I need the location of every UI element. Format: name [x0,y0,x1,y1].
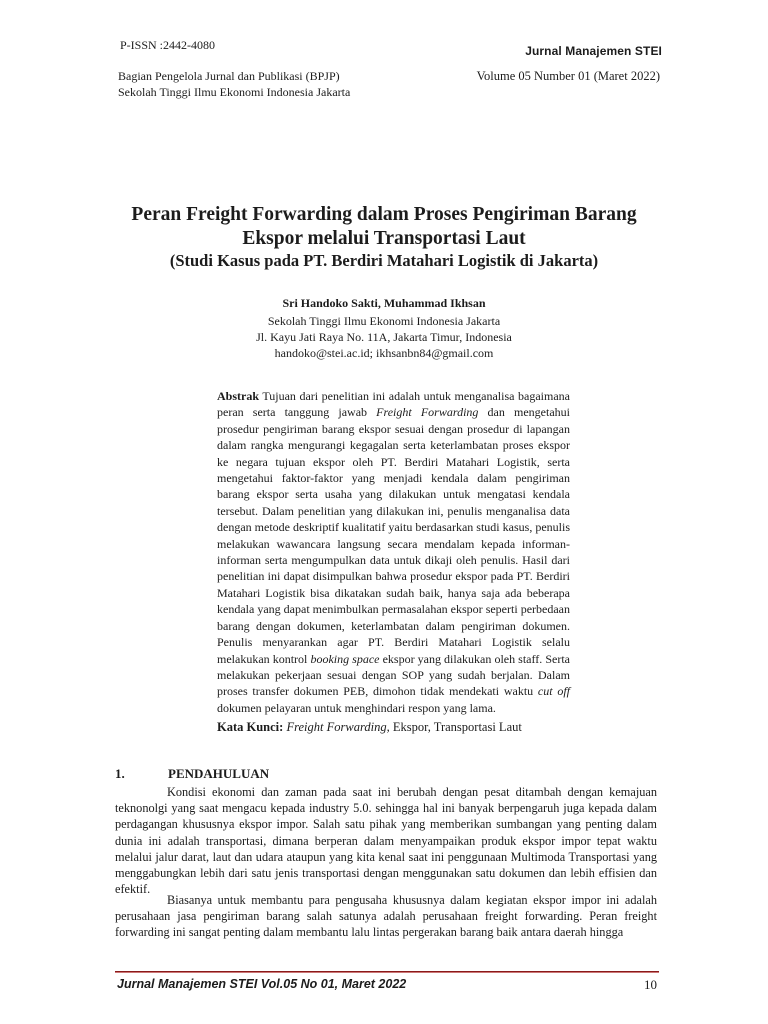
abstract-text-c: ekspor yang dilakukan oleh staff. Serta melakukan pekerjaan sesuai dengan SOP yang sudah berjalan. Dalam proses transfer dokumen PEB, dimohon tidak mendekati waktu [217,651,571,699]
publisher-line-1: Bagian Pengelola Jurnal dan Publikasi (BPJP) [118,69,340,83]
footer-divider [115,971,659,973]
keywords [217,720,522,735]
abstract-text-a: Tujuan dari penelitian ini adalah untuk menganalisa bagaimana peran serta tanggung jawab [217,389,570,420]
paragraph-2 [115,892,657,941]
abstract [217,388,570,716]
section-title: PENDAHULUAN [168,766,270,781]
issn: P-ISSN :2442-4080 [120,38,216,52]
keyword-freight-forwarding: Freight Forwarding, [286,720,390,734]
volume-info: Volume 05 Number 01 (Maret 2022) [476,69,660,83]
abstract-term-cut-off: cut off [537,684,570,699]
title-line-1: Peran Freight Forwarding dalam Proses Pengiriman Barang [131,204,637,225]
title-line-2: Ekspor melalui Transportasi Laut [242,228,526,249]
author-emails: handoko@stei.ac.id; ikhsanbn84@gmail.com [274,346,494,360]
paragraph-1 [115,784,657,897]
abstract-label: Abstrak [217,389,260,403]
author-address: Jl. Kayu Jati Raya No. 11A, Jakarta Timur, Indonesia [256,330,512,344]
page-number: 10 [644,977,657,992]
publisher-line-2: Sekolah Tinggi Ilmu Ekonomi Indonesia Jakarta [118,85,351,99]
footer-journal: Jurnal Manajemen STEI Vol.05 No 01, Maret 2022 [117,977,407,991]
paper-subtitle: (Studi Kasus pada PT. Berdiri Matahari Logistik di Jakarta) [169,251,599,270]
section-number: 1. [115,766,125,781]
abstract-term-freight-forwarding: Freight Forwarding [376,405,479,420]
paper-title [100,203,668,251]
abstract-text-d: dokumen pelayaran untuk menghindari respon yang lama. [217,700,496,715]
author-names: Sri Handoko Sakti, Muhammad Ikhsan [282,296,486,310]
journal-name: Jurnal Manajemen STEI [525,44,662,58]
author-institution: Sekolah Tinggi Ilmu Ekonomi Indonesia Jakarta [267,314,501,328]
paragraph-2-text: Biasanya untuk membantu para pengusaha khususnya dalam kegiatan ekspor impor ini adalah perusahaan jasa pengiriman barang salah satunya adalah perusahaan freight forwarding. Peran freight forwarding ini sangat penting dalam membantu lalu lintas pergerakan barang baik antara daerah hingga [115,893,657,940]
keywords-rest: Ekspor, Transportasi Laut [389,720,522,734]
keywords-label: Kata Kunci: [217,720,284,734]
abstract-term-booking-space: booking space [310,651,380,666]
abstract-text-b: dan mengetahui prosedur pengiriman barang ekspor sesuai dengan prosedur di lapangan dalam rangka mengurangi kegagalan serta keterlambatan proses ekspor ke negara tujuan ekspor oleh PT. Berdiri Matahari Logistik, serta mengetahui faktor-faktor yang menjadi kendala dalam pengiriman barang ekspor serta usaha yang dilakukan untuk mengatasi kendala tersebut. Dalam penelitian yang dilakukan ini, penulis menganalisa data dengan metode deskriptif kualitatif yaitu berdasarkan studi kasus, penulis melakukan wawancara langsung secara mendalam kepada informan-informan serta mengumpulkan data untuk dikaji oleh penulis. Hasil dari penelitian ini dapat disimpulkan bahwa prosedur ekspor pada PT. Berdiri Matahari Logistik bisa dikatakan sudah baik, hanya saja ada beberapa kendala yang dapat menimbulkan permasalahan ekspor seperti perbedaan barang dengan dokumen, keterlambatan dalam pengiriman dokumen. Penulis menyarankan agar PT. Berdiri Matahari Logistik selalu melakukan kontrol [217,405,570,666]
paragraph-1-text: Kondisi ekonomi dan zaman pada saat ini berubah dengan pesat ditambah dengan kemajuan teknonolgi yang saat mengacu kepada industry 5.0. sehingga hal ini banyak berpengaruh juga kepada dalam perdagangan khususnya ekspor impor. Salah satu pihak yang memberikan sumbangan yang penting dalam dunia ini adalah transportasi, dimana berperan dalam menyampaikan produk ekspor impor tepat waktu melalui jalur darat, laut dan udara ataupun yang kita kenal saat ini penggunaan Multimoda Transportasi yang menggabungkan lebih dari satu jenis transportasi dengan menggunakan satu dokumen dan lebih effisien dan efektif. [115,785,657,897]
